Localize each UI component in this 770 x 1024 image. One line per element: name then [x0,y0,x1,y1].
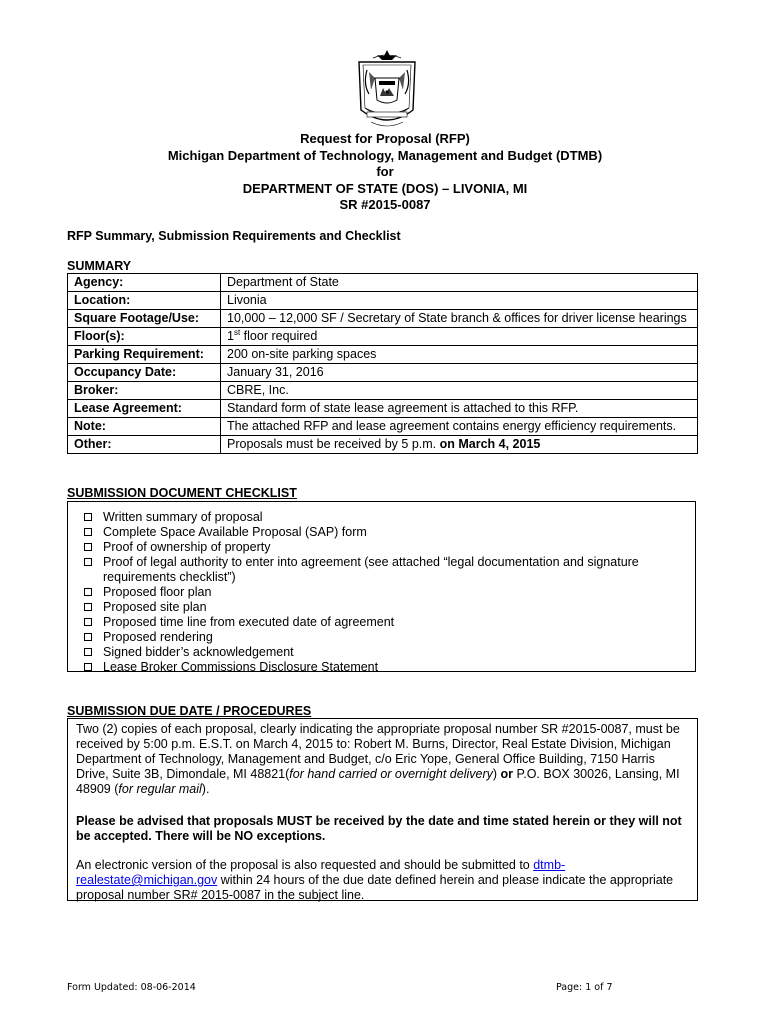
checklist-item[interactable] [84,510,695,525]
table-row [68,400,698,418]
checkbox-icon[interactable] [84,558,92,566]
summary-value [221,328,698,346]
summary-label: Agency: [68,274,221,292]
checkbox-icon[interactable] [84,528,92,536]
checkbox-icon[interactable] [84,648,92,656]
checklist-item-label: Proposed time line from executed date of agreement [103,615,395,629]
document-title [0,131,770,214]
checkbox-icon[interactable] [84,618,92,626]
summary-label: Floor(s): [68,328,221,346]
checklist-item[interactable] [84,585,695,600]
summary-label: Broker: [68,382,221,400]
table-row [68,274,698,292]
summary-label: Location: [68,292,221,310]
summary-value: 10,000 – 12,000 SF / Secretary of State branch & offices for driver license hearings [221,310,698,328]
summary-value: CBRE, Inc. [221,382,698,400]
checklist-item-label: Proof of legal authority to enter into agreement (see attached “legal documentation and signature requirements checklist”) [103,555,639,584]
checklist-item-label: Signed bidder’s acknowledgement [103,645,294,659]
table-row [68,364,698,382]
form-updated-footer: Form Updated: 08-06-2014 [67,982,196,993]
checkbox-icon[interactable] [84,588,92,596]
checklist-heading: SUBMISSION DOCUMENT CHECKLIST [67,486,297,500]
floor-text: floor required [240,329,318,343]
procedures-box [67,718,698,901]
summary-value: The attached RFP and lease agreement contains energy efficiency requirements. [221,418,698,436]
summary-value: Standard form of state lease agreement is attached to this RFP. [221,400,698,418]
checklist-item-label: Written summary of proposal [103,510,263,524]
checkbox-icon[interactable] [84,663,92,671]
email-link[interactable]: dtmb-realestate@michigan.gov [76,858,566,887]
table-row [68,418,698,436]
checklist-item[interactable] [84,600,695,615]
title-line: Request for Proposal (RFP) [300,131,470,146]
checkbox-icon[interactable] [84,513,92,521]
delivery-text: P.O. BOX 30026, Lansing, MI 48909 ( [76,767,680,796]
summary-label: Parking Requirement: [68,346,221,364]
summary-value: January 31, 2016 [221,364,698,382]
checklist-box [67,501,696,672]
checklist-item[interactable] [84,525,695,540]
title-line: Michigan Department of Technology, Management and Budget (DTMB) [167,147,603,163]
floor-number: 1 [227,329,234,343]
summary-value: Department of State [221,274,698,292]
title-line: DEPARTMENT OF STATE (DOS) – LIVONIA, MI [242,180,528,196]
summary-heading: SUMMARY [67,259,132,273]
checklist-item-label: Lease Broker Commissions Disclosure Statement [103,660,379,674]
page-number-footer: Page: 1 of 7 [556,982,613,993]
checklist-item-label: Proposed floor plan [103,585,212,599]
delivery-or: or [500,767,514,781]
table-row [68,292,698,310]
checklist-item-label: Proposed site plan [103,600,207,614]
checklist-item[interactable] [84,540,695,555]
summary-value: Livonia [221,292,698,310]
checklist-item[interactable] [84,660,695,675]
delivery-text: ) [492,767,501,781]
ordinal-suffix: st [233,327,241,337]
other-text: Proposals must be received by 5 p.m. [227,437,440,451]
checkbox-icon[interactable] [84,603,92,611]
mail-note: for regular mail [118,782,202,796]
delivery-note: for hand carried or overnight delivery [289,767,493,781]
checklist [68,502,695,675]
procedures-heading: SUBMISSION DUE DATE / PROCEDURES [67,704,312,718]
table-row [68,346,698,364]
electronic-text: An electronic version of the proposal is also requested and should be submitted to [76,858,534,872]
title-line: for [376,164,394,180]
table-row [68,382,698,400]
other-date: on March 4, 2015 [439,437,541,451]
deadline-warning: Please be advised that proposals MUST be received by the date and time stated herein or they will not be accepted. There will be NO exceptions. [76,814,682,843]
summary-value [221,436,698,454]
table-row [68,310,698,328]
intro-heading: RFP Summary, Submission Requirements and Checklist [67,229,401,243]
summary-label: Other: [68,436,221,454]
summary-label: Note: [68,418,221,436]
checkbox-icon[interactable] [84,633,92,641]
delivery-text: ). [201,782,210,796]
checklist-item-label: Proof of ownership of property [103,540,271,554]
delivery-instructions [76,722,689,797]
checklist-item[interactable] [84,645,695,660]
summary-table [67,273,698,454]
electronic-submission [76,858,689,903]
checkbox-icon[interactable] [84,543,92,551]
table-row [68,436,698,454]
electronic-text: within 24 hours of the due date defined herein and please indicate the appropriate proposal number SR# 2015-0087 in the subject line. [76,873,674,902]
michigan-state-seal-image [353,48,421,132]
checklist-item[interactable] [84,630,695,645]
checklist-item-label: Proposed rendering [103,630,213,644]
table-row [68,328,698,346]
summary-label: Occupancy Date: [68,364,221,382]
checklist-item-label: Complete Space Available Proposal (SAP) form [103,525,367,539]
checklist-item[interactable] [84,615,695,630]
title-line: SR #2015-0087 [339,197,431,213]
checklist-item[interactable] [84,555,695,585]
summary-value: 200 on-site parking spaces [221,346,698,364]
summary-label: Square Footage/Use: [68,310,221,328]
delivery-text: Two (2) copies of each proposal, clearly indicating the appropriate proposal number SR #2015-0087, must be received by 5:00 p.m. E.S.T. on March 4, 2015 to: Robert M. Burns, Director, Real Estate Division, Michigan Department of Technology, Management and Budget, c/o Eric Yope, General Office Building, 7150 Harris Drive, Suite 3B, Dimondale, MI 48821( [76,722,680,781]
summary-label: Lease Agreement: [68,400,221,418]
